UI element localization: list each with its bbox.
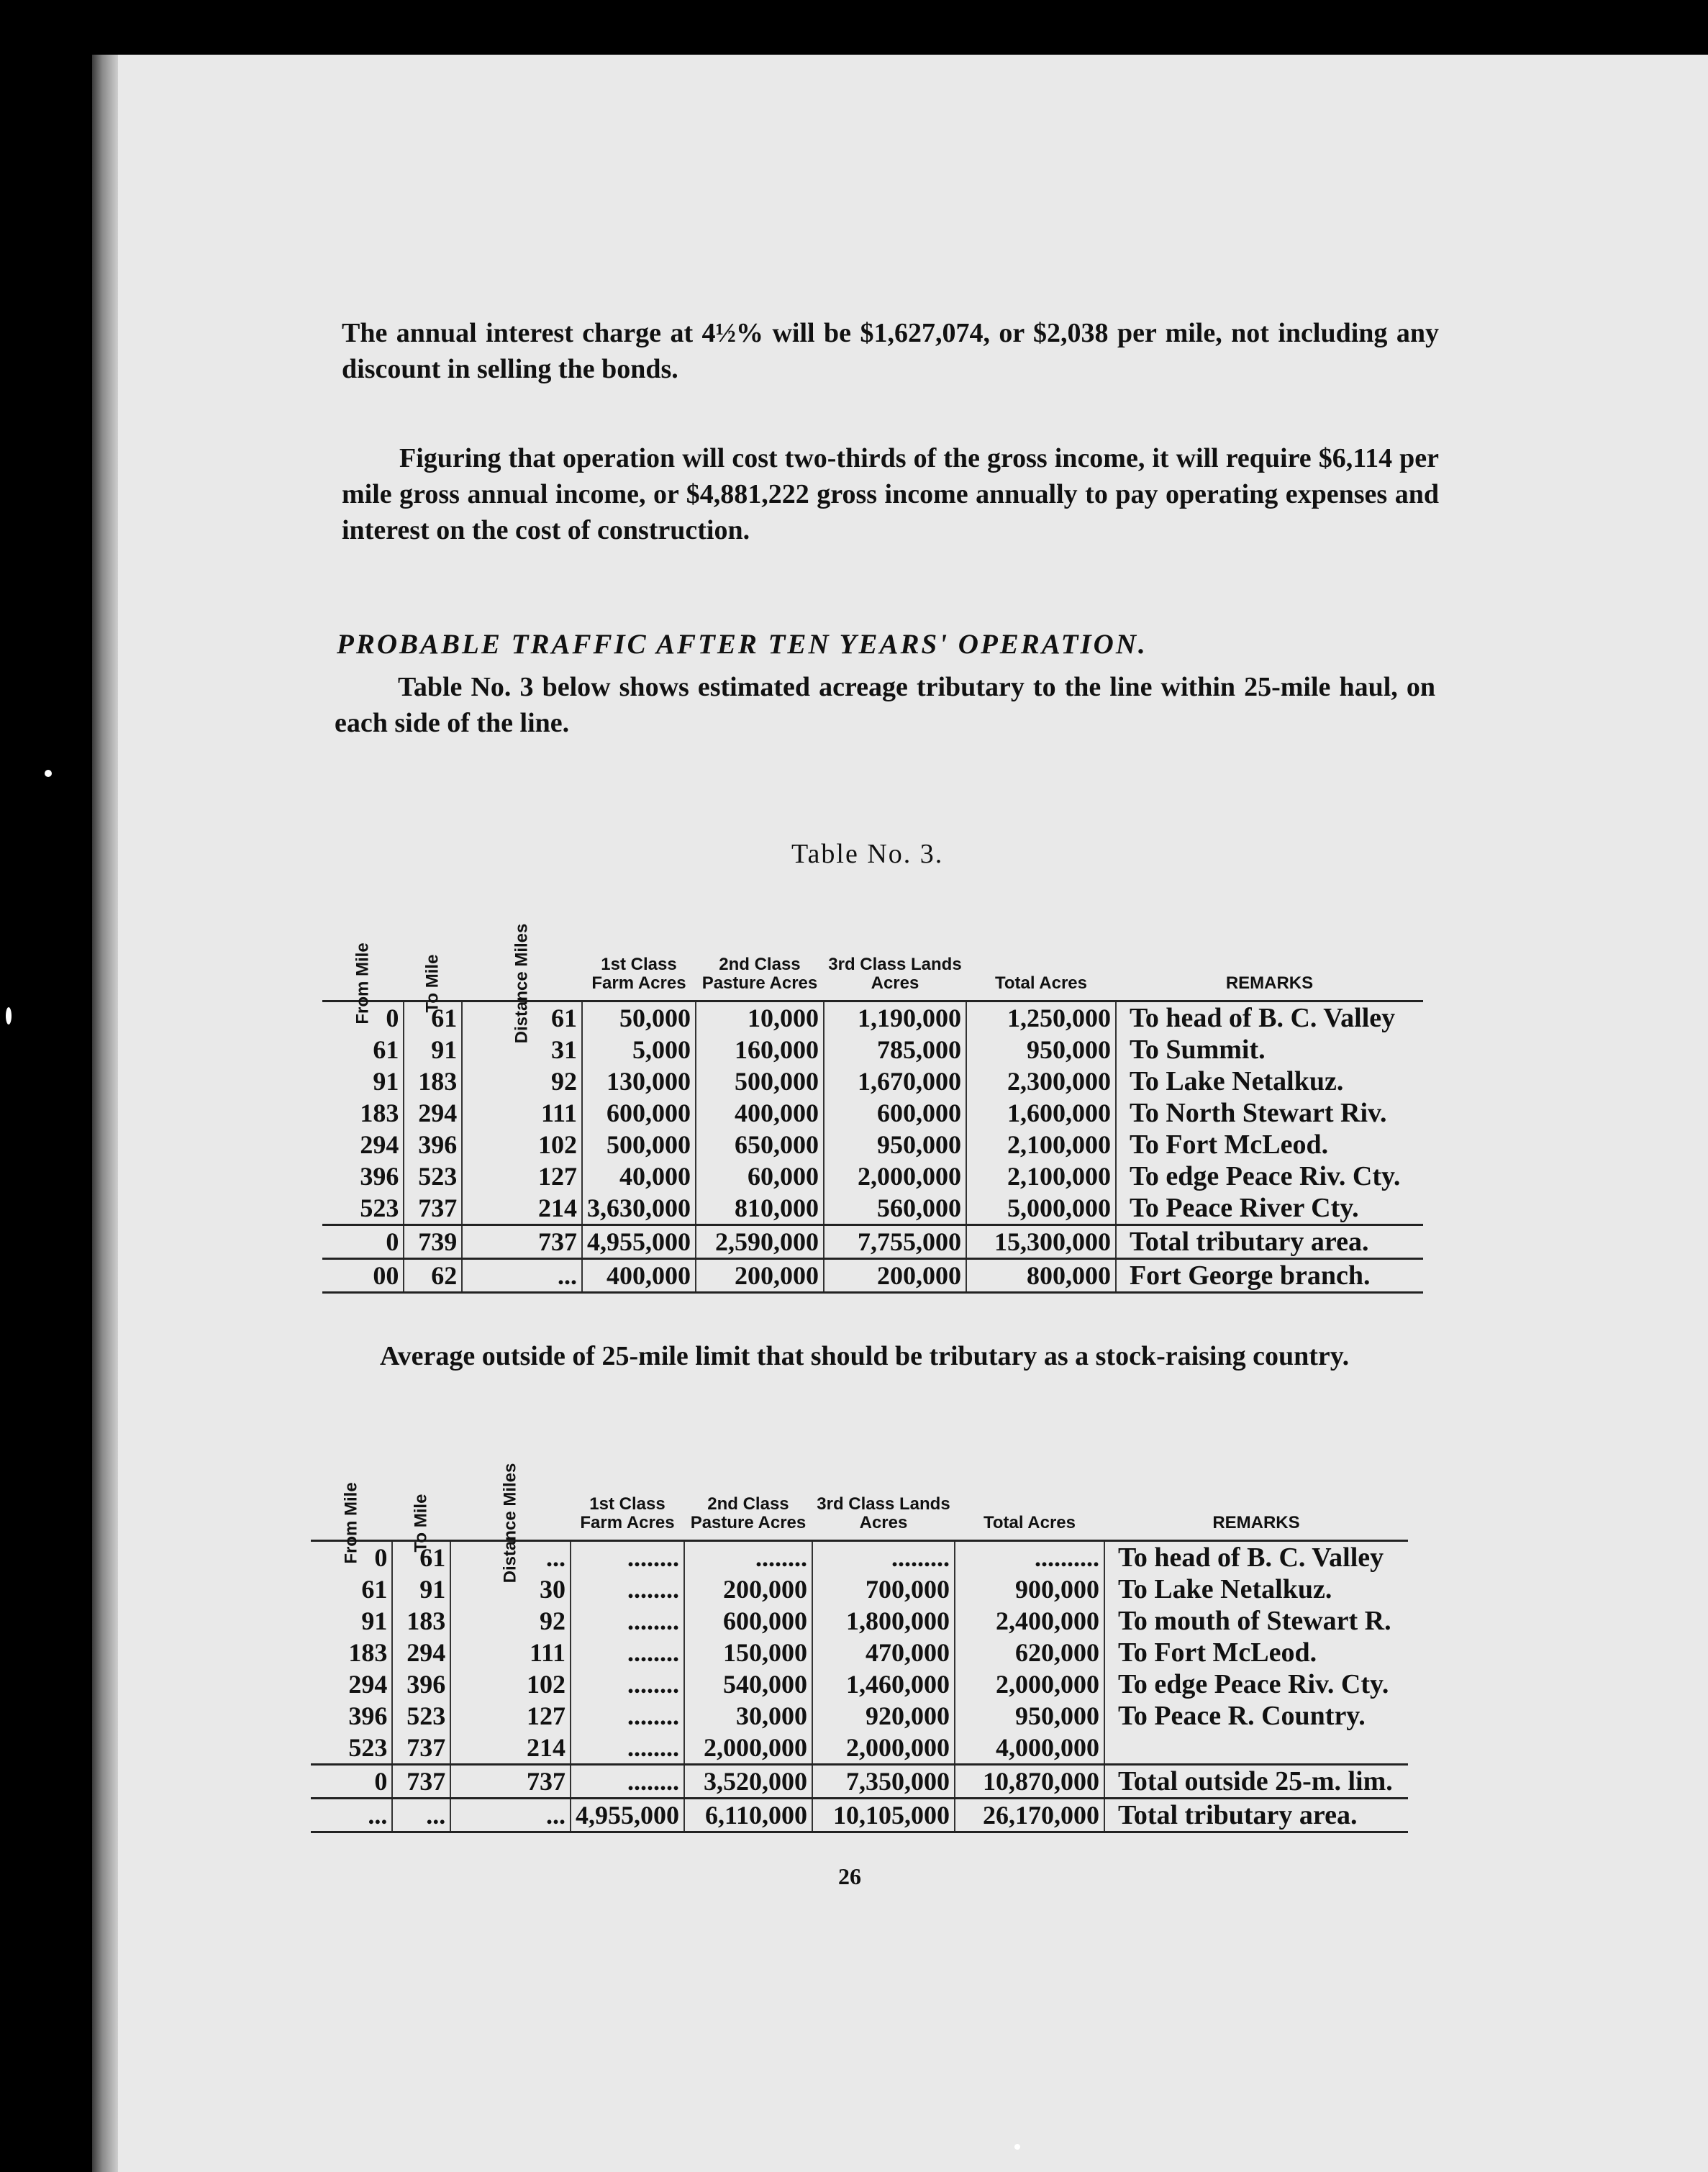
table-cell: 294	[404, 1097, 462, 1129]
table-row	[311, 1700, 1408, 1732]
table-cell: 523	[360, 1194, 399, 1222]
table-cell: 61	[361, 1575, 388, 1604]
table-cell: 92	[462, 1065, 582, 1097]
table-cell: 950,000	[966, 1034, 1116, 1065]
table-cell: 1,460,000	[812, 1668, 955, 1700]
page-binding-edge	[92, 55, 118, 2172]
table-cell: 737	[392, 1732, 450, 1765]
table-cell: 2,300,000	[966, 1065, 1116, 1097]
table-cell: 523	[404, 1160, 462, 1192]
table-cell: 183	[360, 1099, 399, 1127]
table-cell: 183	[404, 1065, 462, 1097]
table-cell: 200,000	[824, 1259, 966, 1293]
table-cell: 294	[360, 1130, 399, 1159]
table-cell: 111	[450, 1637, 571, 1668]
remarks-cell: Total outside 25-m. lim.	[1104, 1765, 1408, 1799]
table-row	[311, 1573, 1408, 1605]
paragraph-outside-limit: Average outside of 25-mile limit that should be tributary as a stock-raising country.	[380, 1341, 1350, 1371]
table-cell: 6,110,000	[684, 1799, 812, 1832]
remarks-cell: To Lake Netalkuz.	[1104, 1573, 1408, 1605]
table-cell: 620,000	[955, 1637, 1104, 1668]
remarks-cell: To head of B. C. Valley	[1116, 1001, 1423, 1035]
scan-speck	[1014, 2144, 1020, 2150]
table-cell: 1,600,000	[966, 1097, 1116, 1129]
table-cell: ........	[571, 1573, 684, 1605]
table-cell: ..........	[955, 1541, 1104, 1574]
scan-speck	[45, 770, 52, 777]
table-cell: 739	[404, 1225, 462, 1259]
column-header: Total Acres	[994, 973, 1087, 993]
column-header: From Mile	[341, 1482, 361, 1564]
table-row	[322, 1097, 1423, 1129]
table-cell: 91	[373, 1067, 399, 1096]
remarks-cell: Total tributary area.	[1116, 1225, 1423, 1259]
table-row	[322, 1129, 1423, 1160]
table-cell: 560,000	[824, 1192, 966, 1225]
table-cell: 470,000	[812, 1637, 955, 1668]
table-cell: 10,870,000	[955, 1765, 1104, 1799]
table-cell: 102	[462, 1129, 582, 1160]
remarks-cell: Total tributary area.	[1104, 1799, 1408, 1832]
remarks-cell: Fort George branch.	[1116, 1259, 1423, 1293]
column-header: 1st Class Farm Acres	[580, 1494, 675, 1532]
table-cell: ........	[571, 1541, 684, 1574]
column-header: Distance Miles	[500, 1463, 520, 1583]
table-row	[311, 1765, 1408, 1799]
column-header: REMARKS	[1225, 973, 1314, 993]
table-cell: 61	[373, 1035, 399, 1064]
table-cell: 0	[322, 1001, 404, 1035]
table-cell: 600,000	[684, 1605, 812, 1637]
table-cell: 2,000,000	[955, 1668, 1104, 1700]
table-cell: 7,350,000	[812, 1765, 955, 1799]
paragraph-table-intro: Table No. 3 below shows estimated acreage tributary to the line within 25-mile haul, on each side of the line.	[335, 672, 1435, 738]
table-row	[322, 1160, 1423, 1192]
table-cell: .........	[812, 1541, 955, 1574]
table-cell: 400,000	[582, 1259, 696, 1293]
table-cell: 0	[322, 1225, 404, 1259]
table-cell: ...	[450, 1799, 571, 1832]
table-cell: 61	[392, 1541, 450, 1574]
table-cell: 61	[404, 1001, 462, 1035]
table-cell: ........	[571, 1700, 684, 1732]
table-cell: 2,000,000	[824, 1160, 966, 1192]
table-cell: 810,000	[696, 1192, 824, 1225]
table-row	[322, 1259, 1423, 1293]
table-cell: 10,000	[696, 1001, 824, 1035]
table-cell: 62	[404, 1259, 462, 1293]
table-row	[311, 1732, 1408, 1765]
table-cell: 91	[361, 1607, 388, 1635]
table-cell: 396	[360, 1162, 399, 1191]
column-header: Total Acres	[983, 1513, 1076, 1532]
remarks-cell: To North Stewart Riv.	[1116, 1097, 1423, 1129]
table-cell: 396	[404, 1129, 462, 1160]
table-cell: 737	[450, 1765, 571, 1799]
paragraph-interest: The annual interest charge at 4½% will be $1,627,074, or $2,038 per mile, not including any discount in selling the bonds.	[342, 318, 1439, 384]
table-cell: ...	[392, 1799, 450, 1832]
scan-speck	[6, 1007, 12, 1024]
remarks-cell: To head of B. C. Valley	[1104, 1541, 1408, 1574]
remarks-cell	[1104, 1732, 1408, 1765]
table-cell: 91	[404, 1034, 462, 1065]
table-cell: 600,000	[824, 1097, 966, 1129]
table-cell: 737	[392, 1765, 450, 1799]
table-cell: 160,000	[696, 1034, 824, 1065]
table-body	[311, 1541, 1408, 1832]
table-cell: 950,000	[824, 1129, 966, 1160]
table-cell: 183	[392, 1605, 450, 1637]
table-cell: 737	[404, 1192, 462, 1225]
table-cell: 1,250,000	[966, 1001, 1116, 1035]
acreage-table	[322, 892, 1423, 1294]
paragraph-operation: Figuring that operation will cost two-thirds of the gross income, it will require $6,114 per mile gross annual income, or $4,881,222 gross income annually to pay operating expenses and interest on the cost of construction.	[342, 443, 1439, 545]
table-cell: 127	[462, 1160, 582, 1192]
column-header: From Mile	[353, 942, 373, 1024]
table-row	[311, 1605, 1408, 1637]
table-cell: 4,955,000	[571, 1799, 684, 1832]
remarks-cell: To mouth of Stewart R.	[1104, 1605, 1408, 1637]
table-cell: 500,000	[696, 1065, 824, 1097]
table-cell: ...	[462, 1259, 582, 1293]
remarks-cell: To Peace River Cty.	[1116, 1192, 1423, 1225]
table-cell: 130,000	[582, 1065, 696, 1097]
table-cell: 700,000	[812, 1573, 955, 1605]
remarks-cell: To Lake Netalkuz.	[1116, 1065, 1423, 1097]
column-header: To Mile	[411, 1494, 431, 1553]
table-row	[322, 1001, 1423, 1035]
table-title: Table No. 3.	[791, 839, 944, 869]
remarks-cell: To edge Peace Riv. Cty.	[1104, 1668, 1408, 1700]
table-cell: 30	[450, 1573, 571, 1605]
table-cell: ...	[311, 1799, 392, 1832]
table-cell: 523	[392, 1700, 450, 1732]
table-cell: 91	[392, 1573, 450, 1605]
table-cell: ........	[571, 1765, 684, 1799]
table-row	[322, 1192, 1423, 1225]
table-cell: 900,000	[955, 1573, 1104, 1605]
table-cell: 3,520,000	[684, 1765, 812, 1799]
table-cell: 1,800,000	[812, 1605, 955, 1637]
table-cell: 61	[462, 1001, 582, 1035]
table-cell: 2,100,000	[966, 1160, 1116, 1192]
table-cell: 150,000	[684, 1637, 812, 1668]
table-cell: 1,190,000	[824, 1001, 966, 1035]
table-row	[311, 1668, 1408, 1700]
table-cell: 30,000	[684, 1700, 812, 1732]
table-row	[311, 1799, 1408, 1832]
table-body	[322, 1001, 1423, 1293]
table-cell: 26,170,000	[955, 1799, 1104, 1832]
table-cell: 92	[450, 1605, 571, 1637]
table-cell: 2,590,000	[696, 1225, 824, 1259]
table-cell: 111	[462, 1097, 582, 1129]
table-cell: 950,000	[955, 1700, 1104, 1732]
remarks-cell: To Peace R. Country.	[1104, 1700, 1408, 1732]
table-cell: 396	[348, 1701, 388, 1730]
column-header: 3rd Class Lands Acres	[828, 955, 962, 993]
table-cell: 00	[322, 1259, 404, 1293]
table-cell: 4,000,000	[955, 1732, 1104, 1765]
table-cell: 785,000	[824, 1034, 966, 1065]
table-cell: 800,000	[966, 1259, 1116, 1293]
table-row	[322, 1034, 1423, 1065]
column-header: Distance Miles	[512, 923, 532, 1044]
table-cell: 102	[450, 1668, 571, 1700]
table-cell: 0	[311, 1765, 392, 1799]
table-cell: ........	[571, 1668, 684, 1700]
table-cell: 523	[348, 1733, 388, 1762]
table-cell: 1,670,000	[824, 1065, 966, 1097]
remarks-cell: To Fort McLeod.	[1116, 1129, 1423, 1160]
table-cell: 10,105,000	[812, 1799, 955, 1832]
table-cell: ........	[571, 1732, 684, 1765]
table-cell: 4,955,000	[582, 1225, 696, 1259]
table-cell: 3,630,000	[582, 1192, 696, 1225]
table-cell: 50,000	[582, 1001, 696, 1035]
table-cell: 7,755,000	[824, 1225, 966, 1259]
column-header: 1st Class Farm Acres	[591, 955, 686, 993]
table-cell: 600,000	[582, 1097, 696, 1129]
table-cell: 127	[450, 1700, 571, 1732]
table-cell: ........	[684, 1541, 812, 1574]
table-cell: 183	[348, 1638, 388, 1667]
column-header: 2nd Class Pasture Acres	[701, 955, 818, 993]
table-cell: 920,000	[812, 1700, 955, 1732]
table-cell: 5,000,000	[966, 1192, 1116, 1225]
table-row	[311, 1541, 1408, 1574]
column-header: 3rd Class Lands Acres	[817, 1494, 950, 1532]
table-row	[311, 1637, 1408, 1668]
table-cell: 2,400,000	[955, 1605, 1104, 1637]
column-header: To Mile	[422, 954, 442, 1013]
table-cell: 540,000	[684, 1668, 812, 1700]
remarks-cell: To Fort McLeod.	[1104, 1637, 1408, 1668]
table-cell: 2,000,000	[684, 1732, 812, 1765]
table-cell: 214	[450, 1732, 571, 1765]
table-cell: 400,000	[696, 1097, 824, 1129]
table-cell: 214	[462, 1192, 582, 1225]
table-cell: 15,300,000	[966, 1225, 1116, 1259]
table-cell: ........	[571, 1637, 684, 1668]
table-cell: ...	[450, 1541, 571, 1574]
remarks-cell: To edge Peace Riv. Cty.	[1116, 1160, 1423, 1192]
table-cell: 396	[392, 1668, 450, 1700]
table-cell: 40,000	[582, 1160, 696, 1192]
table-cell: 200,000	[696, 1259, 824, 1293]
table-cell: 500,000	[582, 1129, 696, 1160]
table-cell: 650,000	[696, 1129, 824, 1160]
table-cell: 2,100,000	[966, 1129, 1116, 1160]
table-cell: 294	[348, 1670, 388, 1699]
table-cell: 2,000,000	[812, 1732, 955, 1765]
outside-acreage-table	[311, 1432, 1408, 1833]
remarks-cell: To Summit.	[1116, 1034, 1423, 1065]
column-header: REMARKS	[1212, 1513, 1300, 1532]
table-cell: 31	[462, 1034, 582, 1065]
table-cell: 5,000	[582, 1034, 696, 1065]
table-cell: 200,000	[684, 1573, 812, 1605]
table-cell: 60,000	[696, 1160, 824, 1192]
table-cell: 294	[392, 1637, 450, 1668]
table-cell: 737	[462, 1225, 582, 1259]
table-row	[322, 1065, 1423, 1097]
table-cell: ........	[571, 1605, 684, 1637]
section-heading: PROBABLE TRAFFIC AFTER TEN YEARS' OPERATION.	[337, 629, 1148, 660]
column-header: 2nd Class Pasture Acres	[690, 1494, 807, 1532]
table-row	[322, 1225, 1423, 1259]
table-cell: 0	[311, 1541, 392, 1574]
page-number: 26	[838, 1863, 861, 1889]
